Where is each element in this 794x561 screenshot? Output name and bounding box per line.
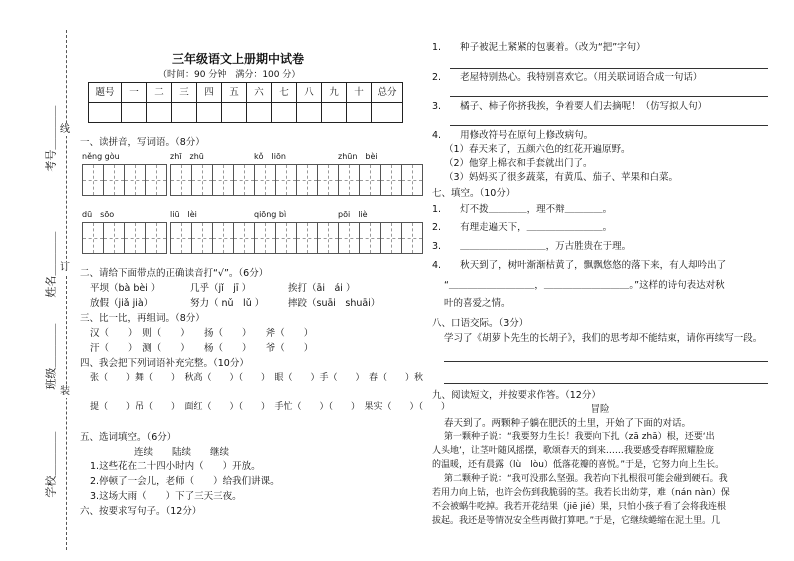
- writing-cell[interactable]: [192, 223, 213, 253]
- section-4-title: 四、我会把下列词语补充完整。（10分）: [80, 358, 249, 369]
- idiom-row: 张（ ）舞（ ） 秋高（ ）（ ） 眼（ ）手（ ） 春（ ）秋: [90, 373, 424, 383]
- pinyin-box-group: [338, 152, 423, 196]
- score-cell[interactable]: [272, 103, 297, 123]
- pinyin-box-group: [170, 152, 255, 196]
- writing-cell[interactable]: [213, 223, 234, 253]
- section-2-title: 二、请给下面带点的正确读音打“√”。（6分）: [80, 268, 269, 279]
- story-paragraph: 春天到了。两颗种子躺在肥沃的土里，开始了下面的对话。: [444, 418, 692, 429]
- faulty-sentence: （1）春天来了，五颜六色的红花开遍原野。: [444, 144, 631, 155]
- section-3-title: 三、比一比，再组词。（8分）: [80, 313, 205, 324]
- section-6-title: 六、按要求写句子。（12分）: [80, 506, 202, 517]
- writing-cell[interactable]: [104, 223, 125, 253]
- score-cell[interactable]: [297, 103, 322, 123]
- writing-cell[interactable]: [192, 165, 213, 195]
- answer-line[interactable]: [444, 383, 768, 384]
- pinyin-label: pōi liè: [338, 210, 368, 219]
- score-header: 七: [272, 83, 297, 103]
- score-header: 八: [297, 83, 322, 103]
- section-9-title: 九、阅读短文，并按要求作答。（12分）: [432, 390, 601, 401]
- score-header: 九: [322, 83, 347, 103]
- score-header: 一: [122, 83, 147, 103]
- section-8-prompt: 学习了《胡萝卜先生的长胡子》，我们的思考却不能结束，请你再续写一段。: [444, 333, 763, 344]
- writing-cell[interactable]: [339, 223, 360, 253]
- fill-blank: “＿＿＿＿＿＿＿＿＿，＿＿＿＿＿＿＿＿＿。”这样的诗句表达对秋: [444, 280, 725, 291]
- faulty-sentence: （2）他穿上棉衣和手套就出门了。: [444, 158, 593, 169]
- writing-cell[interactable]: [146, 223, 166, 253]
- pinyin-label: kǒ liōn: [254, 152, 286, 161]
- page-subtitle: （时间：90 分钟 满分：100 分）: [158, 70, 301, 80]
- pinyin-label: dū sōo: [82, 210, 115, 219]
- score-header: 十: [347, 83, 372, 103]
- pinyin-box-group: [82, 210, 167, 254]
- school-label: 学校＿＿＿＿: [44, 431, 58, 498]
- score-cell[interactable]: [89, 103, 122, 123]
- binding-char-ding: 订: [60, 262, 70, 273]
- score-header-row: [89, 83, 403, 103]
- story-paragraph: 的温暖，还有晨露（lù lòu）低落花瓣的喜悦。”于是，它努力向上生长。: [432, 460, 725, 470]
- writing-cell[interactable]: [297, 165, 318, 195]
- answer-line[interactable]: [444, 361, 768, 362]
- story-paragraph: 人头地’，让茎叶随风摇摆，歌颂春天的到来……我要感受春晖照耀脸庞: [432, 446, 714, 456]
- reading-choice[interactable]: 努力（ nǔ lǔ ）: [190, 298, 265, 309]
- writing-cell[interactable]: [339, 165, 360, 195]
- page-title: 三年级语文上册期中试卷: [172, 52, 305, 66]
- writing-cell[interactable]: [255, 223, 276, 253]
- writing-cell[interactable]: [104, 165, 125, 195]
- score-input-row: [89, 103, 403, 123]
- score-header: 总分: [372, 83, 403, 103]
- score-cell[interactable]: [247, 103, 272, 123]
- story-paragraph: 不会被蜗牛吃掉。我若开花结果（jiē jié）果，只怕小孩子看了会将我连根: [432, 502, 726, 512]
- story-paragraph: 若用力向上钻，也许会伤到我脆弱的茎。我若长出幼芽，难（nán nàn）保: [432, 488, 730, 498]
- reading-choice[interactable]: 几乎（jǐ jī ）: [190, 283, 252, 294]
- reading-choice[interactable]: 平坝（bà bèi ）: [90, 283, 161, 294]
- section-1-title: 一、读拼音，写词语。（8分）: [80, 137, 205, 148]
- writing-cell[interactable]: [381, 165, 402, 195]
- section-5-title: 五、选词填空。（6分）: [80, 432, 177, 443]
- pinyin-label: qiōng bì: [254, 210, 287, 219]
- sentence-question: 2. 老屋特别热心。我特别喜欢它。（用关联词语合成一句话）: [432, 72, 703, 83]
- score-cell[interactable]: [372, 103, 403, 123]
- fill-question: 3.这场大雨（ ）下了三天三夜。: [90, 491, 242, 502]
- reading-choice[interactable]: 挨打（āi ái ）: [288, 283, 356, 294]
- sentence-question: 3. 橘子、柿子你挤我挨，争着要人们去摘呢！（仿写拟人句）: [432, 101, 708, 112]
- score-cell[interactable]: [222, 103, 247, 123]
- score-cell[interactable]: [347, 103, 372, 123]
- writing-cell[interactable]: [234, 165, 254, 195]
- class-label: 班级＿＿＿＿: [44, 323, 58, 390]
- fill-blank: 4. 秋天到了，树叶渐渐枯黄了，飘飘悠悠的落下来，有人却吟出了: [432, 260, 727, 271]
- compare-row: 汗（ ） 测（ ） 杨（ ） 爷（ ）: [90, 343, 314, 354]
- reading-choice[interactable]: 摔跤（suāi shuāi）: [288, 298, 381, 309]
- story-paragraph: 第二颗种子说：“我可没那么坚强。我若向下扎根很可能会碰到硬石。我: [444, 474, 728, 484]
- binding-char-zhuang: 装: [60, 386, 70, 397]
- answer-line[interactable]: [450, 68, 768, 69]
- answer-line[interactable]: [450, 125, 768, 126]
- writing-cell[interactable]: [146, 165, 166, 195]
- score-header: 五: [222, 83, 247, 103]
- compare-row: 汉（ ） 则（ ） 扬（ ） 斧（ ）: [90, 328, 314, 339]
- pinyin-label: liū lèi: [170, 210, 197, 219]
- score-table: [88, 82, 403, 123]
- writing-cell[interactable]: [360, 223, 381, 253]
- story-paragraph: 拔起。我还是等情况安全些再做打算吧。”于是，它继续蜷缩在泥土里。几: [432, 516, 721, 526]
- score-cell[interactable]: [172, 103, 197, 123]
- score-cell[interactable]: [322, 103, 347, 123]
- pinyin-box-group: [170, 210, 255, 254]
- score-cell[interactable]: [122, 103, 147, 123]
- score-header: 题号: [89, 83, 122, 103]
- pinyin-label: něng gòu: [82, 152, 120, 161]
- writing-cell[interactable]: [234, 223, 254, 253]
- writing-cell[interactable]: [276, 165, 297, 195]
- writing-cell[interactable]: [318, 165, 338, 195]
- writing-cell[interactable]: [276, 223, 297, 253]
- section-8-title: 八、口语交际。（3分）: [432, 318, 529, 329]
- score-header: 四: [197, 83, 222, 103]
- writing-cell[interactable]: [125, 165, 146, 195]
- writing-cell[interactable]: [171, 165, 192, 195]
- writing-cell[interactable]: [297, 223, 318, 253]
- word-choices: 连续 陆续 继续: [134, 447, 230, 458]
- writing-cell[interactable]: [360, 165, 381, 195]
- writing-cell[interactable]: [402, 165, 422, 195]
- writing-cell[interactable]: [83, 223, 104, 253]
- score-header: 六: [247, 83, 272, 103]
- sentence-question: 4. 用修改符号在原句上修改病句。: [432, 130, 594, 141]
- answer-line[interactable]: [450, 96, 768, 97]
- writing-cell[interactable]: [255, 165, 276, 195]
- writing-cell[interactable]: [402, 223, 422, 253]
- score-header: 三: [172, 83, 197, 103]
- fill-blank: 叶的喜爱之情。: [444, 298, 511, 309]
- writing-cell[interactable]: [381, 223, 402, 253]
- fill-blank: 2. 有理走遍天下，＿＿＿＿＿＿＿＿。: [432, 222, 613, 233]
- pinyin-box-group: [254, 210, 339, 254]
- writing-cell[interactable]: [125, 223, 146, 253]
- binding-line: [66, 30, 67, 550]
- writing-cell[interactable]: [171, 223, 192, 253]
- score-header: 二: [147, 83, 172, 103]
- fill-question: 2.停顿了一会儿，老师（ ）给我们讲课。: [90, 476, 280, 487]
- pinyin-box-group: [338, 210, 423, 254]
- writing-cell[interactable]: [318, 223, 338, 253]
- writing-cell[interactable]: [213, 165, 234, 195]
- pinyin-box-group: [254, 152, 339, 196]
- score-cell[interactable]: [197, 103, 222, 123]
- pinyin-label: zhī zhū: [170, 152, 204, 161]
- reading-choice[interactable]: 放假（jiǎ jià）: [90, 298, 154, 309]
- sentence-question: 1. 种子被泥土紧紧的包裹着。（改为“把”字句）: [432, 42, 646, 53]
- score-cell[interactable]: [147, 103, 172, 123]
- exam-number-label: 考号＿＿＿＿: [44, 105, 58, 172]
- story-paragraph: 第一颗种子说：“我要努力生长！我要向下扎（zā zhā）根，还要‘出: [444, 432, 715, 442]
- idiom-row: 提（ ）吊（ ） 面红（ ）（ ） 手忙（ ）（ ） 果实（ ）（ ）: [90, 402, 451, 412]
- pinyin-label: zhūn bèi: [338, 152, 378, 161]
- fill-blank: 1. 灯不拨＿＿＿＿，理不辩＿＿＿＿。: [432, 204, 613, 215]
- faulty-sentence: （3）妈妈买了很多蔬菜，有黄瓜、茄子、苹果和白菜。: [444, 172, 679, 183]
- name-label: 姓名＿＿＿＿: [44, 231, 58, 298]
- fill-blank: 3. ＿＿＿＿＿＿＿＿＿，万古胜贵在于理。: [432, 241, 632, 252]
- section-7-title: 七、填空。（10分）: [432, 188, 516, 199]
- story-title: 冒险: [590, 404, 610, 415]
- binding-char-line: 线: [60, 124, 70, 135]
- fill-question: 1.这些花在二十四小时内（ ）开放。: [90, 461, 261, 472]
- pinyin-box-group: [82, 152, 167, 196]
- writing-cell[interactable]: [83, 165, 104, 195]
